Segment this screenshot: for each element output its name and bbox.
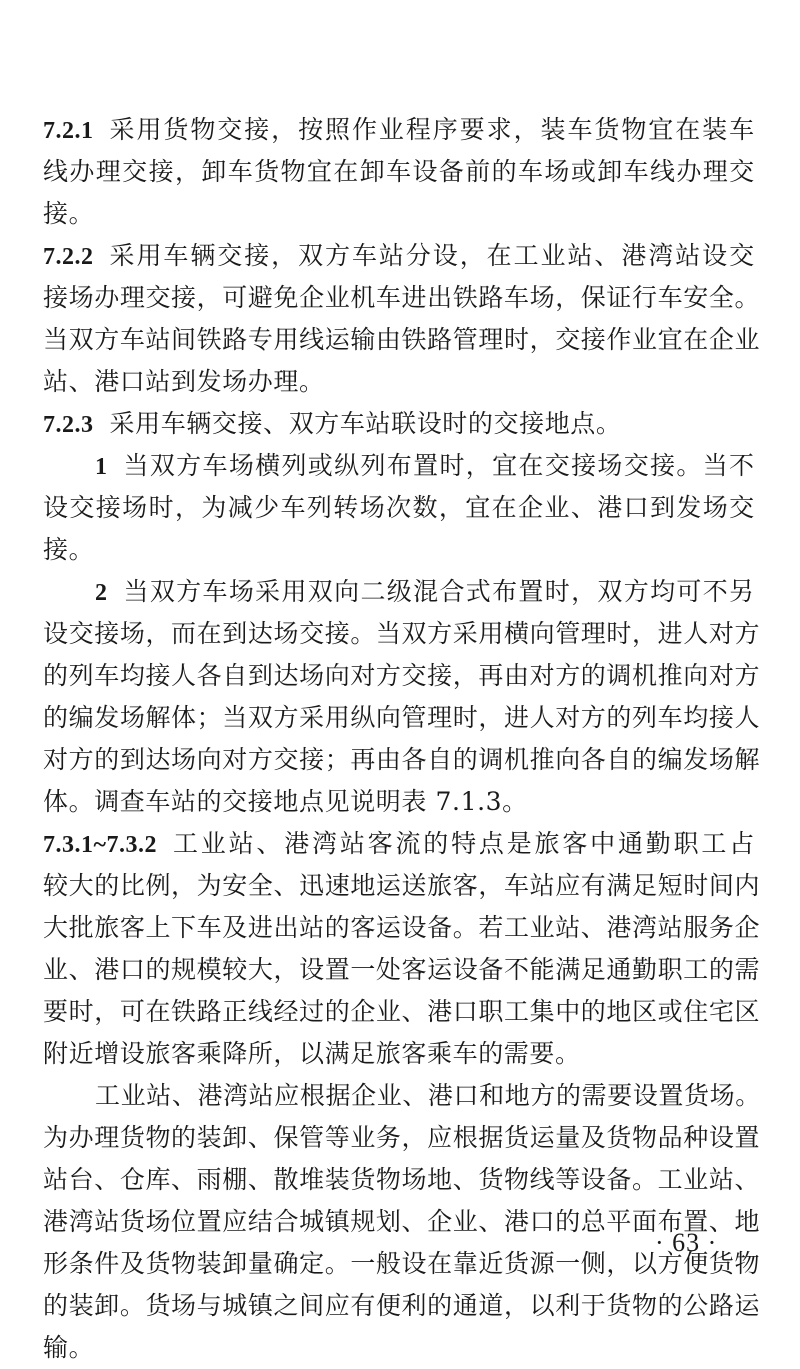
line-text: 为 办 理 货 物 的 装 卸 、 保 管 等 业 务 ， 应 根 据 货 运 量 及 货 物 品 种 设 置 xyxy=(43,1123,761,1152)
text-line xyxy=(43,865,761,907)
line-text: 接 场 办 理 交 接 ， 可 避 免 企 业 机 车 进 出 铁 路 车 场 ， 保 证 行 车 安 全 。 xyxy=(43,283,761,312)
line-text: 形 条 件 及 货 物 装 卸 量 确 定 。 一 般 设 在 靠 近 货 源 一 侧 ， 以 方 便 货 物 xyxy=(43,1249,761,1278)
line-text: 当 双 方 车 场 横 列 或 纵 列 布 置 时 ， 宜 在 交 接 场 交 接 。 当 不 xyxy=(123,451,755,480)
text-line xyxy=(43,781,755,823)
line-text: 的 编 发 场 解 体 ； 当 双 方 采 用 纵 向 管 理 时 ， 进 人 对 方 的 列 车 均 接 人 xyxy=(43,703,761,732)
section-7-2-3-1 xyxy=(43,445,755,571)
text-line xyxy=(43,1075,761,1117)
text-line xyxy=(43,109,755,151)
text-line xyxy=(43,739,761,781)
clause-number: 7.2.3 xyxy=(43,412,94,438)
text-line xyxy=(43,1285,761,1327)
text-line xyxy=(43,403,755,445)
line-text: 当 双 方 车 站 间 铁 路 专 用 线 运 输 由 铁 路 管 理 时 ， 交 接 作 业 宜 在 企 业 xyxy=(43,325,761,354)
text-line xyxy=(43,277,761,319)
line-text: 采用车辆交接、双方车站联设时的交接地点。 xyxy=(109,409,622,438)
page-number: · 63 · xyxy=(655,1228,718,1257)
section-7-2-2 xyxy=(43,235,761,403)
text-line xyxy=(43,1159,761,1201)
line-text: 较 大 的 比 例 ， 为 安 全 、 迅 速 地 运 送 旅 客 ， 车 站 应 有 满 足 短 时 间 内 xyxy=(43,871,761,900)
text-line xyxy=(43,1201,761,1243)
line-text: 工 业 站 、 港 湾 站 应 根 据 企 业 、 港 口 和 地 方 的 需 要 设 置 货 场 。 xyxy=(95,1081,761,1110)
line-text: 港 湾 站 货 场 位 置 应 结 合 城 镇 规 划 、 企 业 、 港 口 的 总 平 面 布 置 、 地 xyxy=(43,1207,761,1236)
text-line xyxy=(43,1117,761,1159)
text-line xyxy=(43,1243,761,1285)
line-text: 接。 xyxy=(43,535,95,564)
line-text: 业 、 港 口 的 规 模 较 大 ， 设 置 一 处 客 运 设 备 不 能 满 足 通 勤 职 工 的 需 xyxy=(43,955,761,984)
clause-number: 7.3.1~7.3.2 xyxy=(43,832,157,858)
text-line xyxy=(43,529,755,571)
text-line xyxy=(43,823,755,865)
clause-number: 1 xyxy=(95,454,108,480)
line-text: 的 列 车 均 接 人 各 自 到 达 场 向 对 方 交 接 ， 再 由 对 方 的 调 机 推 向 对 方 xyxy=(43,661,761,690)
text-line xyxy=(43,655,761,697)
clause-number: 2 xyxy=(95,580,108,606)
line-text: 采 用 车 辆 交 接 ， 双 方 车 站 分 设 ， 在 工 业 站 、 港 湾 站 设 交 xyxy=(109,241,755,270)
text-line xyxy=(43,235,755,277)
line-text: 站、港口站到发场办理。 xyxy=(43,367,325,396)
clause-number: 7.2.1 xyxy=(43,118,94,144)
line-text: 站 台 、 仓 库 、 雨 棚 、 散 堆 装 货 物 场 地 、 货 物 线 等 设 备 。 工 业 站 、 xyxy=(43,1165,761,1194)
text-line xyxy=(43,193,755,235)
text-line xyxy=(43,1327,755,1369)
text-line xyxy=(43,991,761,1033)
text-line xyxy=(43,697,761,739)
line-text: 设 交 接 场 时 ， 为 减 少 车 列 转 场 次 数 ， 宜 在 企 业 、 港 口 到 发 场 交 xyxy=(43,493,755,522)
clause-number: 7.2.2 xyxy=(43,244,94,270)
line-text: 设 交 接 场 ， 而 在 到 达 场 交 接 。 当 双 方 采 用 横 向 管 理 时 ， 进 人 对 方 xyxy=(43,619,761,648)
line-text: 输。 xyxy=(43,1333,95,1362)
section-7-2-1 xyxy=(43,109,755,235)
line-text: 附近增设旅客乘降所，以满足旅客乘车的需要。 xyxy=(43,1039,581,1068)
text-line xyxy=(43,571,755,613)
section-7-3-1-7-3-2 xyxy=(43,823,761,1075)
line-text: 当 双 方 车 场 采 用 双 向 二 级 混 合 式 布 置 时 ， 双 方 均 可 不 另 xyxy=(123,577,755,606)
text-line xyxy=(43,1033,755,1075)
text-line xyxy=(43,613,761,655)
line-text: 工 业 站 、 港 湾 站 客 流 的 特 点 是 旅 客 中 通 勤 职 工 占 xyxy=(172,829,755,858)
line-text: 采 用 货 物 交 接 ， 按 照 作 业 程 序 要 求 ， 装 车 货 物 宜 在 装 车 xyxy=(109,115,755,144)
section-7-2-3-2 xyxy=(43,571,761,823)
line-text: 要 时 ， 可 在 铁 路 正 线 经 过 的 企 业 、 港 口 职 工 集 中 的 地 区 或 住 宅 区 xyxy=(43,997,761,1026)
line-text: 大 批 旅 客 上 下 车 及 进 出 站 的 客 运 设 备 。 若 工 业 站 、 港 湾 站 服 务 企 xyxy=(43,913,761,942)
text-line xyxy=(43,445,755,487)
section-7-2-3 xyxy=(43,403,755,445)
line-text: 对 方 的 到 达 场 向 对 方 交 接 ； 再 由 各 自 的 调 机 推 向 各 自 的 编 发 场 解 xyxy=(43,745,761,774)
section-7-3-x-para2 xyxy=(43,1075,761,1369)
line-text: 的 装 卸 。 货 场 与 城 镇 之 间 应 有 便 利 的 通 道 ， 以 利 于 货 物 的 公 路 运 xyxy=(43,1291,761,1320)
text-line xyxy=(43,487,755,529)
text-line xyxy=(43,949,761,991)
line-text: 体。调查车站的交接地点见说明表 7.1.3。 xyxy=(43,787,528,816)
line-text: 接。 xyxy=(43,199,95,228)
text-line xyxy=(43,361,755,403)
text-line xyxy=(43,907,761,949)
text-line xyxy=(43,319,761,361)
text-line xyxy=(43,151,755,193)
document-page xyxy=(43,109,761,1369)
line-text: 线 办 理 交 接 ， 卸 车 货 物 宜 在 卸 车 设 备 前 的 车 场 或 卸 车 线 办 理 交 xyxy=(43,157,755,186)
